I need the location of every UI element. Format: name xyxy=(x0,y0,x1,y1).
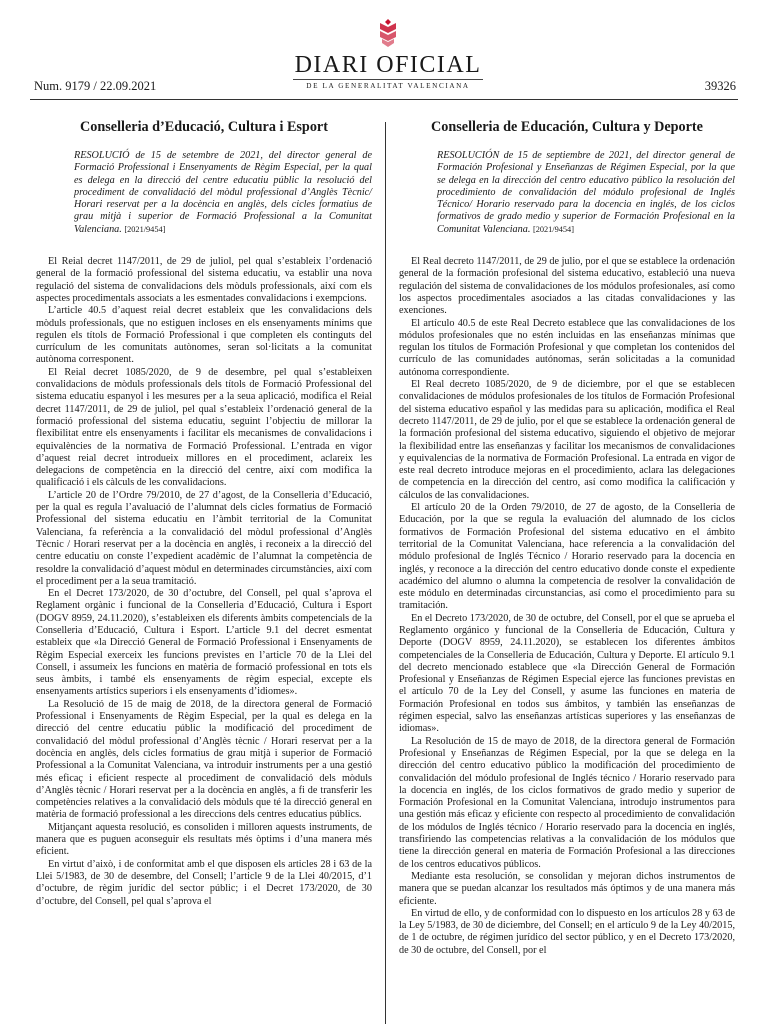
resolution-summary xyxy=(437,150,735,236)
body-paragraph: El artículo 40.5 de este Real Decreto establece que las convalidaciones de los módulos profesionales que no estén incluidas en las enseñanzas mínimas que regulan los títulos de Formación Profesional y que completan los contenidos del currículo de las comunidades autónomas, serán solicitadas a la comunidad autónoma correspondiente. xyxy=(399,317,735,378)
page-number: 39326 xyxy=(704,79,736,93)
body-paragraph: En virtud de ello, y de conformidad con lo dispuesto en los artículos 28 y 63 de la Ley 5/1983, de 30 de diciembre, del Consell; en el artículo 9 de la Ley 40/2015, de 1 de octubre, de régimen jurídico del sector público, y en el Decreto 173/2020, de 30 de octubre, del Consell, por el xyxy=(399,907,735,956)
body-paragraph: El Reial decret 1085/2020, de 9 de desembre, pel qual s’estableixen convalidacions de mòduls professionals dels títols de Formació Professional del sistema educatiu espanyol i les mesures per a la seua aplicació, modifica el Reial decret 1147/2011, de 29 de juliol, pel qual s’estableix l’ordenació general de la formació professional del sistema educatiu, seguint l’objectiu de millorar la flexibilitat entre els ensenyaments i facilitar els mecanismes de convalidacions i equivalències de la normativa de Formació Professional. L’entrada en vigor d’aquest reial decret introdueix millores en el procediment, aclareix les delegacions de competència en la direcció del centre, així com modifica la qualificació i els càlculs de les convalidacions. xyxy=(36,366,372,489)
resolution-body xyxy=(36,256,372,908)
body-paragraph: L’article 20 de l’Ordre 79/2010, de 27 d’agost, de la Conselleria d’Educació, per la qual es regula l’avaluació de l’alumnat dels cicles formatius de Formació Professional del sistema educatiu en l’àmbit territorial de la Comunitat Valenciana, fa referència a la convalidació del mòdul professional d’Anglès Tècnic / Horari reservat per a la docència en anglès, i reconeix a la direcció del centre educatiu on conste l’expedient acadèmic de l’alumnat la competència de resoldre la convalidació d’aquest mòdul en determinades circumstàncies, així com el procediment per a la seua tramitació. xyxy=(36,489,372,587)
column-divider xyxy=(385,122,386,1024)
body-paragraph: En virtut d’això, i de conformitat amb el que disposen els articles 28 i 63 de la Llei 5/1983, de 30 de desembre, del Consell; l’article 9 de la Llei 40/2015, d’1 d’octubre, de règim jurídic del sector públic; i el Decret 173/2020, de 30 d’octubre, del Consell, pel qual s’aprova el xyxy=(36,858,372,907)
resolution-summary xyxy=(74,150,372,236)
generalitat-crest-icon xyxy=(375,18,401,48)
body-paragraph: El Real decreto 1147/2011, de 29 de julio, por el que se establece la ordenación general de la formación profesional del sistema educativo, estableció una nueva regulación del sistema de convalidaciones de los módulos profesionales, así como los aspectos procedimentales asociados a las citadas convalidaciones y las exenciones. xyxy=(399,256,735,317)
body-paragraph: El Real decreto 1085/2020, de 9 de diciembre, por el que se establecen convalidaciones de módulos profesionales de los títulos de Formación Profesional del sistema educativo español y las medidas para su aplicación, modifica el Real decreto 1147/2011, de 29 de julio, por el que se establece la ordenación general de la formación profesional del sistema educativo, siguiendo el objetivo de mejorar la flexibilidad entre las enseñanzas y facilitar los mecanismos de convalidaciones y equivalencias de la normativa de Formación Profesional. La entrada en vigor de este real decreto introduce mejoras en el procedimiento, aclara las delegaciones de competencia en la dirección del centro, así como modifica la calificación y cálculos de las convalidaciones. xyxy=(399,379,735,501)
summary-reference: [2021/9454] xyxy=(532,224,574,234)
summary-reference: [2021/9454] xyxy=(124,224,166,234)
body-paragraph: El Reial decret 1147/2011, de 29 de juliol, pel qual s’estableix l’ordenació general de la formació professional del sistema educatiu, va establir una nova regulació del sistema de convalidacions dels mòduls professionals, així com els aspectes procedimentals associats a les esmentades convalidacions i exempcions. xyxy=(36,256,372,304)
body-paragraph: Mitjançant aquesta resolució, es consoliden i milloren aquests instruments, de manera que es puguen aconseguir els resultats més òptims i d’una manera més eficient. xyxy=(36,821,372,858)
body-paragraph: La Resolució de 15 de maig de 2018, de la directora general de Formació Professional i Ensenyaments de Règim Especial, per la qual es delega en la direcció del centre educatiu públic la modificació del procediment de convalidació del mòdul professional d’Anglès tècnic / Horari reservat per a la docència en anglès, dels cicles formatius de grau mitjà i superior de Formació Professional a la Comunitat Valenciana, va introduir instruments per a una gestió més eficaç i eficient respecte al procediment de convalidació dels mòduls d’Anglès tècnic / Horari reservat per a la docència en anglès, a fi de transferir les competències relatives a la convalidació dels mòduls que té la direcció general en matèria de formació professional a les direccions dels centres educatius públics. xyxy=(36,698,372,821)
body-paragraph: El artículo 20 de la Orden 79/2010, de 27 de agosto, de la Conselleria de Educación, por la que se regula la evaluación del alumnado de los ciclos formativos de Formación Profesional del sistema educativo en el ámbito territorial de la Comunitat Valenciana, hace referencia a la convalidación del módulo profesional de Inglés Técnico / Horario reservado para la docencia en inglés, y reconoce a la dirección del centro educativo donde conste el expediente académico del alumno o alumna la competencia de resolver la convalidación de este módulo en determinadas circunstancias, así como el procedimiento para su tramitación. xyxy=(399,502,735,612)
department-title: Conselleria de Educación, Cultura y Deporte xyxy=(431,119,703,135)
header-rule xyxy=(30,99,738,100)
body-paragraph: L’article 40.5 d’aquest reial decret estableix que les convalidacions dels mòduls professionals, que no estiguen incloses en els ensenyaments mínims que regulen els títols de Formació Professional i que completen els continguts del currículum de les comunitats autònomes, seran sol·licitats a la comunitat autònoma corresponent. xyxy=(36,305,372,366)
body-paragraph: La Resolución de 15 de mayo de 2018, de la directora general de Formación Profesional y Enseñanzas de Régimen Especial, por la que se delega en la dirección del centro educativo público la modificación del procedimiento de convalidación del módulo profesional de Inglés técnico / Horario reservado para la docencia en inglés, de los ciclos formativos de grado medio y superior de Formación Profesional en la Comunitat Valenciana, introdujo instrumentos para una gestión más eficaz y eficiente con respecto al procedimiento de convalidación de los módulos de Inglés técnico / Horario reservado para la docencia en inglés, transfiriendo las competencias relativas a la convalidación de los módulos que tiene la dirección general en materia de Formación Profesional a las direcciones de los centros educativos públicos. xyxy=(399,735,735,870)
summary-text: RESOLUCIÓ de 15 de setembre de 2021, del director general de Formació Professional i Ensenyaments de Règim Especial, per la qual es delega en la direcció del centre educatiu públic la resolució del procediment de convalidació del mòdul professional d’Anglès Tècnic/ Horari reservat per a la docència en anglès, dels cicles formatius de grau mitjà i superior de Formació Professional a la Comunitat Valenciana. xyxy=(74,150,372,235)
body-paragraph: En el Decret 173/2020, de 30 d’octubre, del Consell, pel qual s’aprova el Reglament orgànic i funcional de la Conselleria d’Educació, Cultura i Esport (DOGV 8959, 24.11.2020), s’estableixen els diferents àmbits competencials de la Conselleria d’Educació, Cultura i Esport. L’article 9.1 del decret esmentat estableix que «la Direcció General de Formació Professional i Ensenyaments de Règim Especial exerceix les funcions previstes en l’article 70 de la Llei del Consell, i assumeix les funcions en matèria de formació professional en tots els seus àmbits, i també els ensenyaments de règim especial, excepte els ensenyaments artístics superiors i els ensenyaments d’idiomes». xyxy=(36,588,372,698)
body-paragraph: Mediante esta resolución, se consolidan y mejoran dichos instrumentos de manera que se puedan alcanzar los resultados más óptimos y de una manera más eficiente. xyxy=(399,870,735,907)
issue-number-date: Num. 9179 / 22.09.2021 xyxy=(34,79,157,93)
summary-text: RESOLUCIÓN de 15 de septiembre de 2021, del director general de Formación Profesional y Enseñanzas de Régimen Especial, por la que se delega en la dirección del centro educativo público la resolución del procedimiento de convalidación del módulo profesional de Inglés Técnico/ Horario reservado para la docencia en inglés, de los ciclos formativos de grado medio y superior de Formación Profesional en la Comunitat Valenciana. xyxy=(437,150,735,235)
resolution-body xyxy=(399,256,735,957)
column-spanish xyxy=(399,116,735,957)
journal-subtitle: DE LA GENERALITAT VALENCIANA xyxy=(293,79,483,90)
journal-title: DIARI OFICIAL xyxy=(294,52,482,78)
department-title: Conselleria d’Educació, Cultura i Esport xyxy=(80,119,328,135)
body-paragraph: En el Decreto 173/2020, de 30 de octubre, del Consell, por el que se aprueba el Reglamento orgánico y funcional de la Conselleria de Educación, Cultura y Deporte (DOGV 8959, 24.11.2020), se establecen los diferentes ámbitos competenciales de la Conselleria de Educación, Cultura y Deporte. El artículo 9.1 del decreto mencionado establece que «la Dirección General de Formación Profesional y Enseñanzas de Régimen Especial ejerce las funciones previstas en el artículo 70 de la Ley del Consell, y asume las funciones en materia de Formación Profesional en todos sus ámbitos, y también las enseñanzas de régimen especial, salvo las enseñanzas artísticas superiores y las enseñanzas de idiomas». xyxy=(399,612,735,735)
journal-masthead xyxy=(293,18,483,90)
column-valencian xyxy=(36,116,372,908)
